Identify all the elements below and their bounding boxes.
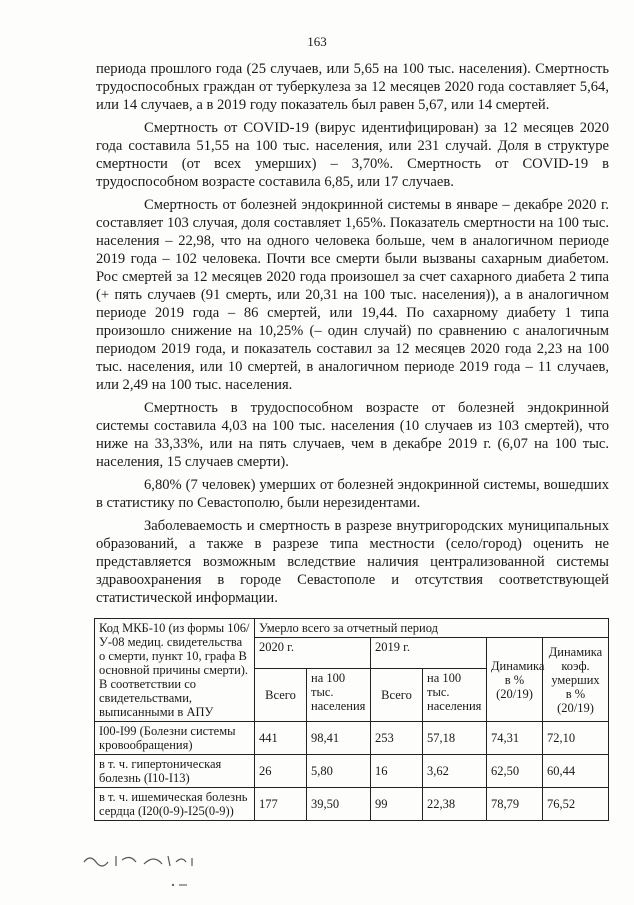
header-code: Код МКБ-10 (из формы 106/У-08 медиц. свидетельства о смерти, пункт 10, графа В основной причины смерти). В соответствии со свидетельствами, выписанными в АПУ	[95, 619, 255, 722]
mortality-table-wrapper	[94, 618, 608, 821]
row-dynamics: 78,79	[487, 788, 543, 821]
table-row	[95, 788, 609, 821]
paragraph-tuberculosis: периода прошлого года (25 случаев, или 5,65 на 100 тыс. населения). Смертность трудоспособных граждан от туберкулеза за 12 месяцев 2020 года составляет 5,64, или 14 случаев, а в 2019 году показатель был равен 5,67, или 14 смертей.	[96, 61, 609, 113]
row-dynamics: 74,31	[487, 722, 543, 755]
header-died: Умерло всего за отчетный период	[255, 619, 609, 638]
row-rate-2020: 39,50	[307, 788, 371, 821]
header-dynamics-coef: Динамика коэф. умерших в % (20/19)	[543, 638, 609, 722]
header-per100k-2020: на 100 тыс. населения	[307, 668, 371, 721]
table-row	[95, 722, 609, 755]
row-rate-2020: 98,41	[307, 722, 371, 755]
table-header-row-1	[95, 619, 609, 638]
row-name: I00-I99 (Болезни системы кровообращения)	[95, 722, 255, 755]
row-dynamics: 62,50	[487, 755, 543, 788]
header-total-2020: Всего	[255, 668, 307, 721]
row-total-2020: 177	[255, 788, 307, 821]
header-dynamics: Динамика в % (20/19)	[487, 638, 543, 722]
scan-scribble-mark	[82, 852, 212, 868]
page-number: 163	[307, 34, 327, 49]
paragraph-nonresidents: 6,80% (7 человек) умерших от болезней эндокринной системы, вошедших в статистику по Севастополю, были нерезидентами.	[96, 477, 609, 511]
row-total-2019: 16	[371, 755, 423, 788]
scan-speck-mark	[170, 882, 190, 888]
row-dynamics-coef: 72,10	[543, 722, 609, 755]
header-total-2019: Всего	[371, 668, 423, 721]
paragraph-endocrine: Смертность от болезней эндокринной системы в январе – декабре 2020 г. составляет 103 случая, доля составляет 1,65%. Показатель смертности на 100 тыс. населения – 22,98, что на одного человека больше, чем в аналогичном периоде 2019 года – 102 человека. Почти все смерти были вызваны сахарным диабетом. Рос смертей за 12 месяцев 2020 года произошел за счет сахарного диабета 2 типа (+ пять случаев (91 смерть, или 20,31 на 100 тыс. населения)), а в аналогичном периоде 2019 года – 86 смертей, или 19,44. По сахарному диабету 1 типа произошло снижение на 10,25% (– один случай) по сравнению с аналогичным периодом 2019 года, и показатель составил за 12 месяцев 2020 года 2,23 на 100 тыс. населения, или 10 смертей, в аналогичном периоде 2019 года – 11 случаев, или 2,49 на 100 тыс. населения.	[96, 197, 609, 393]
row-rate-2019: 3,62	[423, 755, 487, 788]
paragraph-covid: Смертность от COVID-19 (вирус идентифицирован) за 12 месяцев 2020 года составила 51,55 на 100 тыс. населения, или 231 случай. Доля в структуре смертности (от всех умерших) – 3,70%. Смертность от COVID-19 в трудоспособном возрасте составила 6,85, или 17 случаев.	[96, 120, 609, 190]
header-per100k-2019: на 100 тыс. населения	[423, 668, 487, 721]
row-rate-2019: 57,18	[423, 722, 487, 755]
table-row	[95, 755, 609, 788]
header-2019: 2019 г.	[371, 638, 487, 669]
row-total-2019: 99	[371, 788, 423, 821]
paragraph-working-age: Смертность в трудоспособном возрасте от болезней эндокринной системы составила 4,03 на 100 тыс. населения (10 случаев из 103 смертей), что ниже на 33,33%, или на пять случаев, чем в декабре 2019 г. (6,07 на 100 тыс. населения, 15 случаев смерти).	[96, 400, 609, 470]
row-dynamics-coef: 76,52	[543, 788, 609, 821]
row-rate-2020: 5,80	[307, 755, 371, 788]
paragraph-municipal: Заболеваемость и смертность в разрезе внутригородских муниципальных образований, а также в разрезе типа местности (село/город) оценить не представляется возможным вследствие наличия централизованной системы здравоохранения в городе Севастополе и отсутствия соответствующей статистической информации.	[96, 518, 609, 606]
row-dynamics-coef: 60,44	[543, 755, 609, 788]
mortality-table	[94, 618, 609, 821]
row-name: в т. ч. гипертоническая болезнь (I10-I13)	[95, 755, 255, 788]
header-2020: 2020 г.	[255, 638, 371, 669]
row-total-2020: 26	[255, 755, 307, 788]
row-name: в т. ч. ишемическая болезнь сердца (I20(0-9)-I25(0-9))	[95, 788, 255, 821]
row-total-2019: 253	[371, 722, 423, 755]
row-rate-2019: 22,38	[423, 788, 487, 821]
row-total-2020: 441	[255, 722, 307, 755]
document-body	[96, 60, 609, 612]
